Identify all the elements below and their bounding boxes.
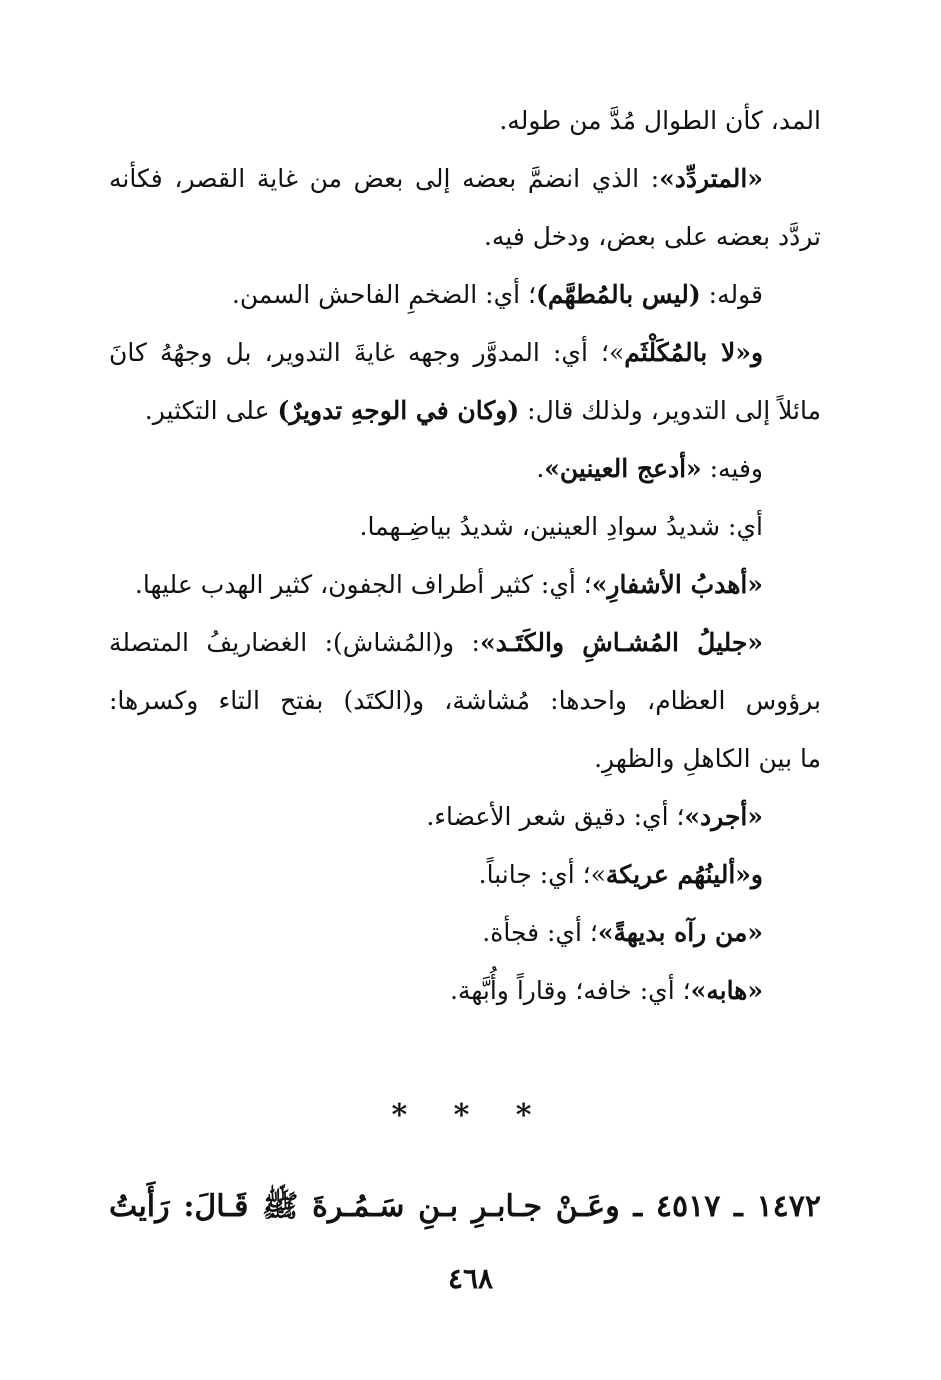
commentary-text <box>109 92 821 1020</box>
section-separator: * * * <box>391 1098 550 1133</box>
term: «أجرد» <box>684 802 763 831</box>
term: «جليلُ المُشـاشِ والكَتَـد» <box>479 628 764 657</box>
term: «أهدبُ الأشفارِ» <box>591 570 763 599</box>
text-line: قوله: (ليس بالمُطهَّم)؛ أي: الضخمِ الفاحش السمن. <box>231 280 763 309</box>
text-line: ما بين الكاهلِ والظهرِ. <box>594 744 821 773</box>
text-line: مائلاً إلى التدوير، ولذلك قال: (وكان في الوجهِ تدويرٌ) على التكثير. <box>144 396 821 425</box>
text-line: «أجرد»؛ أي: دقيق شعر الأعضاء. <box>426 802 763 831</box>
text-line: «من رآه بديهةً»؛ أي: فجأة. <box>482 918 763 947</box>
text-line: «هابه»؛ أي: خافه؛ وقاراً وأُبَّهة. <box>450 976 763 1005</box>
text-line: تردَّد بعضه على بعض، ودخل فيه. <box>483 222 821 251</box>
hadith-heading: ١٤٧٢ ـ ٤٥١٧ ـ وعَـنْ جـابـرِ بـنِ سَـمُـرةَ ﷺ قَـالَ: رَأَيتُ <box>109 1189 821 1224</box>
text-line: وفيه: «أدعج العينين». <box>536 454 763 483</box>
term: «من رآه بديهةً» <box>597 918 763 947</box>
text-line: أي: شديدُ سوادِ العينين، شديدُ بياضِـهما. <box>359 512 763 541</box>
text-line: «جليلُ المُشـاشِ والكَتَـد»: و(المُشاش): الغضاريفُ المتصلة <box>109 628 764 657</box>
text-line: و«لا بالمُكَلْثَم»؛ أي: المدوَّر وجهه غايةَ التدوير، بل وجهُهُ كانَ <box>109 338 764 367</box>
term: «أدعج العينين» <box>544 454 702 483</box>
text-line: المد، كأن الطوال مُدَّ من طوله. <box>499 106 821 135</box>
term: ألينُهُم عريكة <box>605 860 736 889</box>
term: (ليس بالمُطهَّم) <box>536 280 701 309</box>
text-line: «أهدبُ الأشفارِ»؛ أي: كثير أطراف الجفون، كثير الهدب عليها. <box>134 570 763 599</box>
text-line: و«ألينُهُم عريكة»؛ أي: جانباً. <box>478 860 763 889</box>
term: (وكان في الوجهِ تدويرٌ) <box>277 396 520 425</box>
page-number: ٤٦٨ <box>447 1262 494 1295</box>
term: «المتردِّد» <box>659 164 763 193</box>
text-line: برؤوس العظام، واحدها: مُشاشة، و(الكتَد) بفتح التاء وكسرها: <box>109 686 821 715</box>
term: لا بالمُكَلْثَم <box>624 338 736 367</box>
term: «هابه» <box>690 976 763 1005</box>
text-line: «المتردِّد»: الذي انضمَّ بعضه إلى بعض من غاية القصر، فكأنه <box>109 164 763 193</box>
